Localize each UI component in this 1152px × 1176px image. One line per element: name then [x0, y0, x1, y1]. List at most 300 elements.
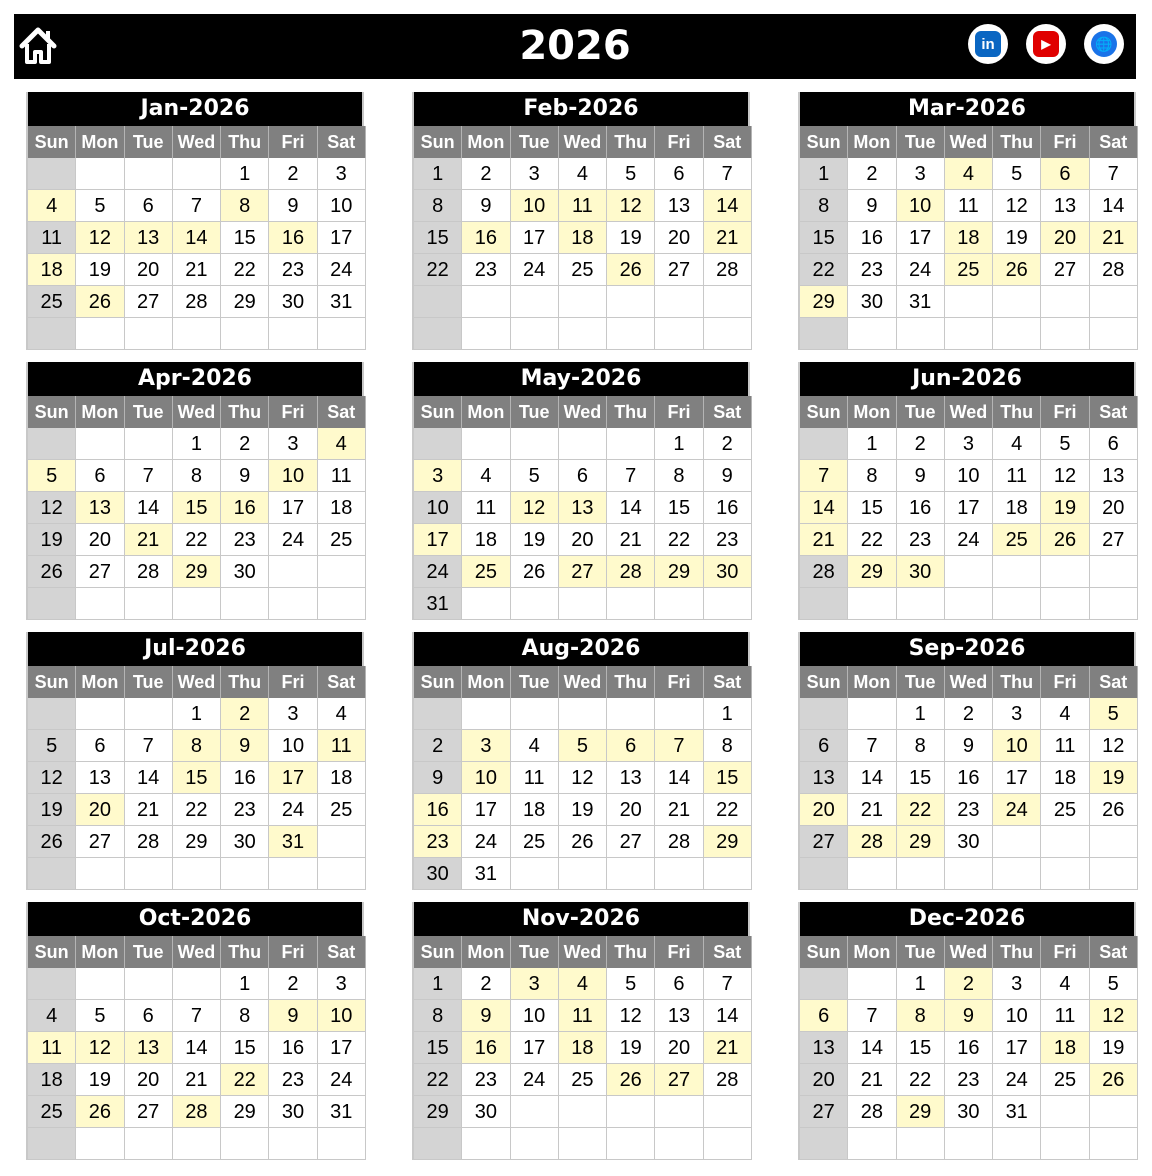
day-cell[interactable]: 17	[897, 222, 945, 254]
day-cell[interactable]: 10	[993, 730, 1041, 762]
day-cell[interactable]: 19	[607, 222, 655, 254]
day-cell[interactable]: 15	[800, 222, 848, 254]
day-cell[interactable]: 28	[704, 1064, 752, 1096]
day-cell[interactable]: 14	[848, 1032, 896, 1064]
day-cell[interactable]: 2	[462, 968, 510, 1000]
day-cell[interactable]: 16	[221, 762, 269, 794]
day-cell[interactable]: 19	[993, 222, 1041, 254]
day-cell[interactable]: 20	[1041, 222, 1089, 254]
day-cell[interactable]: 16	[945, 1032, 993, 1064]
day-cell[interactable]: 17	[318, 1032, 366, 1064]
day-cell[interactable]: 14	[800, 492, 848, 524]
day-cell[interactable]: 14	[607, 492, 655, 524]
day-cell[interactable]: 27	[125, 286, 173, 318]
day-cell[interactable]: 25	[28, 286, 76, 318]
day-cell[interactable]: 1	[655, 428, 703, 460]
day-cell[interactable]: 25	[993, 524, 1041, 556]
day-cell[interactable]: 9	[462, 190, 510, 222]
day-cell[interactable]: 3	[511, 968, 559, 1000]
day-cell[interactable]: 13	[607, 762, 655, 794]
day-cell[interactable]: 4	[318, 698, 366, 730]
day-cell[interactable]: 17	[269, 762, 317, 794]
day-cell[interactable]: 22	[848, 524, 896, 556]
day-cell[interactable]: 8	[414, 1000, 462, 1032]
day-cell[interactable]: 8	[897, 730, 945, 762]
day-cell[interactable]: 2	[269, 968, 317, 1000]
day-cell[interactable]: 6	[800, 1000, 848, 1032]
day-cell[interactable]: 4	[945, 158, 993, 190]
day-cell[interactable]: 23	[462, 1064, 510, 1096]
day-cell[interactable]: 28	[1090, 254, 1138, 286]
day-cell[interactable]: 18	[511, 794, 559, 826]
day-cell[interactable]: 9	[848, 190, 896, 222]
day-cell[interactable]: 2	[462, 158, 510, 190]
day-cell[interactable]: 3	[993, 698, 1041, 730]
day-cell[interactable]: 4	[28, 190, 76, 222]
day-cell[interactable]: 3	[318, 158, 366, 190]
day-cell[interactable]: 9	[269, 1000, 317, 1032]
day-cell[interactable]: 21	[125, 524, 173, 556]
day-cell[interactable]: 11	[462, 492, 510, 524]
day-cell[interactable]: 30	[945, 1096, 993, 1128]
day-cell[interactable]: 10	[897, 190, 945, 222]
day-cell[interactable]: 9	[897, 460, 945, 492]
day-cell[interactable]: 1	[414, 968, 462, 1000]
day-cell[interactable]: 4	[1041, 698, 1089, 730]
day-cell[interactable]: 2	[945, 698, 993, 730]
day-cell[interactable]: 13	[800, 1032, 848, 1064]
day-cell[interactable]: 12	[511, 492, 559, 524]
day-cell[interactable]: 2	[704, 428, 752, 460]
day-cell[interactable]: 24	[414, 556, 462, 588]
day-cell[interactable]: 10	[318, 190, 366, 222]
day-cell[interactable]: 6	[76, 460, 124, 492]
day-cell[interactable]: 11	[559, 190, 607, 222]
day-cell[interactable]: 12	[993, 190, 1041, 222]
day-cell[interactable]: 5	[28, 460, 76, 492]
day-cell[interactable]: 10	[945, 460, 993, 492]
day-cell[interactable]: 16	[221, 492, 269, 524]
day-cell[interactable]: 10	[269, 460, 317, 492]
day-cell[interactable]: 13	[1041, 190, 1089, 222]
day-cell[interactable]: 30	[897, 556, 945, 588]
day-cell[interactable]: 26	[993, 254, 1041, 286]
day-cell[interactable]: 24	[318, 1064, 366, 1096]
day-cell[interactable]: 7	[125, 730, 173, 762]
day-cell[interactable]: 17	[511, 222, 559, 254]
day-cell[interactable]: 24	[993, 1064, 1041, 1096]
day-cell[interactable]: 29	[173, 556, 221, 588]
day-cell[interactable]: 18	[318, 762, 366, 794]
day-cell[interactable]: 26	[511, 556, 559, 588]
day-cell[interactable]: 22	[414, 254, 462, 286]
day-cell[interactable]: 25	[559, 254, 607, 286]
day-cell[interactable]: 22	[897, 1064, 945, 1096]
day-cell[interactable]: 25	[1041, 794, 1089, 826]
day-cell[interactable]: 2	[221, 428, 269, 460]
day-cell[interactable]: 15	[221, 222, 269, 254]
day-cell[interactable]: 14	[704, 1000, 752, 1032]
day-cell[interactable]: 16	[704, 492, 752, 524]
day-cell[interactable]: 2	[945, 968, 993, 1000]
day-cell[interactable]: 21	[704, 222, 752, 254]
day-cell[interactable]: 3	[462, 730, 510, 762]
day-cell[interactable]: 22	[221, 1064, 269, 1096]
day-cell[interactable]: 9	[704, 460, 752, 492]
day-cell[interactable]: 25	[1041, 1064, 1089, 1096]
day-cell[interactable]: 26	[1041, 524, 1089, 556]
day-cell[interactable]: 17	[993, 762, 1041, 794]
day-cell[interactable]: 19	[1041, 492, 1089, 524]
day-cell[interactable]: 16	[269, 1032, 317, 1064]
day-cell[interactable]: 26	[28, 826, 76, 858]
day-cell[interactable]: 10	[462, 762, 510, 794]
day-cell[interactable]: 26	[76, 1096, 124, 1128]
day-cell[interactable]: 4	[993, 428, 1041, 460]
day-cell[interactable]: 24	[511, 254, 559, 286]
day-cell[interactable]: 20	[125, 254, 173, 286]
day-cell[interactable]: 16	[462, 222, 510, 254]
day-cell[interactable]: 9	[414, 762, 462, 794]
day-cell[interactable]: 1	[221, 158, 269, 190]
day-cell[interactable]: 29	[414, 1096, 462, 1128]
day-cell[interactable]: 15	[897, 1032, 945, 1064]
day-cell[interactable]: 18	[1041, 762, 1089, 794]
day-cell[interactable]: 13	[655, 190, 703, 222]
day-cell[interactable]: 19	[28, 524, 76, 556]
day-cell[interactable]: 31	[993, 1096, 1041, 1128]
day-cell[interactable]: 4	[1041, 968, 1089, 1000]
day-cell[interactable]: 4	[462, 460, 510, 492]
day-cell[interactable]: 30	[269, 286, 317, 318]
day-cell[interactable]: 21	[125, 794, 173, 826]
day-cell[interactable]: 11	[993, 460, 1041, 492]
day-cell[interactable]: 11	[1041, 1000, 1089, 1032]
day-cell[interactable]: 8	[655, 460, 703, 492]
day-cell[interactable]: 17	[462, 794, 510, 826]
day-cell[interactable]: 26	[1090, 794, 1138, 826]
day-cell[interactable]: 18	[28, 1064, 76, 1096]
day-cell[interactable]: 8	[848, 460, 896, 492]
day-cell[interactable]: 31	[318, 286, 366, 318]
day-cell[interactable]: 22	[221, 254, 269, 286]
day-cell[interactable]: 10	[318, 1000, 366, 1032]
day-cell[interactable]: 28	[173, 1096, 221, 1128]
day-cell[interactable]: 11	[28, 1032, 76, 1064]
day-cell[interactable]: 12	[1090, 1000, 1138, 1032]
day-cell[interactable]: 29	[704, 826, 752, 858]
day-cell[interactable]: 23	[221, 524, 269, 556]
day-cell[interactable]: 9	[221, 730, 269, 762]
day-cell[interactable]: 2	[269, 158, 317, 190]
day-cell[interactable]: 6	[559, 460, 607, 492]
day-cell[interactable]: 3	[897, 158, 945, 190]
day-cell[interactable]: 13	[1090, 460, 1138, 492]
day-cell[interactable]: 30	[462, 1096, 510, 1128]
day-cell[interactable]: 3	[414, 460, 462, 492]
day-cell[interactable]: 22	[173, 794, 221, 826]
day-cell[interactable]: 19	[28, 794, 76, 826]
day-cell[interactable]: 8	[173, 730, 221, 762]
day-cell[interactable]: 28	[704, 254, 752, 286]
day-cell[interactable]: 4	[511, 730, 559, 762]
day-cell[interactable]: 24	[318, 254, 366, 286]
day-cell[interactable]: 7	[848, 1000, 896, 1032]
day-cell[interactable]: 10	[414, 492, 462, 524]
day-cell[interactable]: 18	[1041, 1032, 1089, 1064]
day-cell[interactable]: 2	[414, 730, 462, 762]
day-cell[interactable]: 5	[1090, 698, 1138, 730]
day-cell[interactable]: 5	[559, 730, 607, 762]
day-cell[interactable]: 31	[897, 286, 945, 318]
day-cell[interactable]: 20	[800, 1064, 848, 1096]
day-cell[interactable]: 23	[897, 524, 945, 556]
day-cell[interactable]: 8	[221, 190, 269, 222]
day-cell[interactable]: 17	[269, 492, 317, 524]
day-cell[interactable]: 23	[462, 254, 510, 286]
day-cell[interactable]: 26	[559, 826, 607, 858]
day-cell[interactable]: 12	[28, 762, 76, 794]
day-cell[interactable]: 19	[559, 794, 607, 826]
day-cell[interactable]: 28	[607, 556, 655, 588]
day-cell[interactable]: 21	[848, 794, 896, 826]
day-cell[interactable]: 28	[848, 826, 896, 858]
day-cell[interactable]: 27	[559, 556, 607, 588]
day-cell[interactable]: 7	[704, 968, 752, 1000]
day-cell[interactable]: 2	[897, 428, 945, 460]
day-cell[interactable]: 22	[800, 254, 848, 286]
day-cell[interactable]: 12	[1041, 460, 1089, 492]
day-cell[interactable]: 27	[125, 1096, 173, 1128]
day-cell[interactable]: 6	[655, 968, 703, 1000]
day-cell[interactable]: 26	[607, 254, 655, 286]
day-cell[interactable]: 1	[897, 968, 945, 1000]
day-cell[interactable]: 9	[221, 460, 269, 492]
day-cell[interactable]: 27	[1090, 524, 1138, 556]
day-cell[interactable]: 27	[800, 826, 848, 858]
day-cell[interactable]: 27	[655, 254, 703, 286]
day-cell[interactable]: 26	[1090, 1064, 1138, 1096]
day-cell[interactable]: 5	[1090, 968, 1138, 1000]
day-cell[interactable]: 24	[945, 524, 993, 556]
day-cell[interactable]: 24	[993, 794, 1041, 826]
day-cell[interactable]: 10	[269, 730, 317, 762]
day-cell[interactable]: 11	[559, 1000, 607, 1032]
day-cell[interactable]: 15	[704, 762, 752, 794]
day-cell[interactable]: 22	[173, 524, 221, 556]
day-cell[interactable]: 18	[945, 222, 993, 254]
day-cell[interactable]: 18	[28, 254, 76, 286]
day-cell[interactable]: 7	[655, 730, 703, 762]
day-cell[interactable]: 1	[848, 428, 896, 460]
day-cell[interactable]: 28	[125, 556, 173, 588]
day-cell[interactable]: 19	[607, 1032, 655, 1064]
day-cell[interactable]: 15	[173, 492, 221, 524]
day-cell[interactable]: 29	[173, 826, 221, 858]
day-cell[interactable]: 9	[269, 190, 317, 222]
day-cell[interactable]: 21	[800, 524, 848, 556]
day-cell[interactable]: 13	[76, 762, 124, 794]
day-cell[interactable]: 13	[559, 492, 607, 524]
day-cell[interactable]: 21	[173, 1064, 221, 1096]
day-cell[interactable]: 12	[28, 492, 76, 524]
day-cell[interactable]: 20	[655, 222, 703, 254]
day-cell[interactable]: 11	[511, 762, 559, 794]
day-cell[interactable]: 8	[897, 1000, 945, 1032]
day-cell[interactable]: 23	[848, 254, 896, 286]
day-cell[interactable]: 23	[269, 1064, 317, 1096]
day-cell[interactable]: 31	[414, 588, 462, 620]
day-cell[interactable]: 14	[1090, 190, 1138, 222]
day-cell[interactable]: 15	[655, 492, 703, 524]
day-cell[interactable]: 11	[1041, 730, 1089, 762]
day-cell[interactable]: 5	[28, 730, 76, 762]
day-cell[interactable]: 28	[800, 556, 848, 588]
day-cell[interactable]: 14	[173, 222, 221, 254]
globe-icon[interactable]	[1084, 24, 1124, 64]
day-cell[interactable]: 18	[559, 222, 607, 254]
day-cell[interactable]: 20	[76, 524, 124, 556]
day-cell[interactable]: 29	[221, 1096, 269, 1128]
day-cell[interactable]: 1	[414, 158, 462, 190]
day-cell[interactable]: 24	[462, 826, 510, 858]
linkedin-icon[interactable]	[968, 24, 1008, 64]
day-cell[interactable]: 6	[1090, 428, 1138, 460]
day-cell[interactable]: 25	[559, 1064, 607, 1096]
day-cell[interactable]: 25	[318, 524, 366, 556]
day-cell[interactable]: 30	[221, 826, 269, 858]
day-cell[interactable]: 23	[945, 794, 993, 826]
day-cell[interactable]: 31	[269, 826, 317, 858]
day-cell[interactable]: 19	[1090, 1032, 1138, 1064]
day-cell[interactable]: 10	[993, 1000, 1041, 1032]
day-cell[interactable]: 1	[173, 428, 221, 460]
day-cell[interactable]: 23	[269, 254, 317, 286]
day-cell[interactable]: 16	[897, 492, 945, 524]
day-cell[interactable]: 9	[945, 730, 993, 762]
day-cell[interactable]: 5	[993, 158, 1041, 190]
day-cell[interactable]: 12	[559, 762, 607, 794]
day-cell[interactable]: 10	[511, 190, 559, 222]
day-cell[interactable]: 3	[269, 698, 317, 730]
day-cell[interactable]: 29	[897, 1096, 945, 1128]
day-cell[interactable]: 16	[945, 762, 993, 794]
day-cell[interactable]: 21	[1090, 222, 1138, 254]
day-cell[interactable]: 20	[800, 794, 848, 826]
day-cell[interactable]: 30	[848, 286, 896, 318]
day-cell[interactable]: 5	[1041, 428, 1089, 460]
day-cell[interactable]: 20	[655, 1032, 703, 1064]
day-cell[interactable]: 6	[125, 190, 173, 222]
day-cell[interactable]: 22	[897, 794, 945, 826]
day-cell[interactable]: 5	[76, 1000, 124, 1032]
day-cell[interactable]: 15	[414, 222, 462, 254]
day-cell[interactable]: 16	[848, 222, 896, 254]
day-cell[interactable]: 7	[848, 730, 896, 762]
day-cell[interactable]: 8	[221, 1000, 269, 1032]
day-cell[interactable]: 30	[414, 858, 462, 890]
day-cell[interactable]: 15	[221, 1032, 269, 1064]
day-cell[interactable]: 29	[897, 826, 945, 858]
day-cell[interactable]: 3	[511, 158, 559, 190]
day-cell[interactable]: 24	[897, 254, 945, 286]
day-cell[interactable]: 5	[511, 460, 559, 492]
day-cell[interactable]: 28	[655, 826, 703, 858]
day-cell[interactable]: 27	[655, 1064, 703, 1096]
day-cell[interactable]: 7	[800, 460, 848, 492]
day-cell[interactable]: 21	[655, 794, 703, 826]
day-cell[interactable]: 4	[559, 158, 607, 190]
day-cell[interactable]: 24	[511, 1064, 559, 1096]
day-cell[interactable]: 27	[76, 556, 124, 588]
day-cell[interactable]: 6	[655, 158, 703, 190]
day-cell[interactable]: 18	[993, 492, 1041, 524]
day-cell[interactable]: 9	[945, 1000, 993, 1032]
day-cell[interactable]: 27	[607, 826, 655, 858]
day-cell[interactable]: 5	[607, 968, 655, 1000]
day-cell[interactable]: 16	[462, 1032, 510, 1064]
day-cell[interactable]: 12	[607, 1000, 655, 1032]
day-cell[interactable]: 17	[511, 1032, 559, 1064]
day-cell[interactable]: 7	[173, 190, 221, 222]
day-cell[interactable]: 6	[125, 1000, 173, 1032]
day-cell[interactable]: 21	[704, 1032, 752, 1064]
day-cell[interactable]: 28	[125, 826, 173, 858]
day-cell[interactable]: 17	[945, 492, 993, 524]
day-cell[interactable]: 26	[607, 1064, 655, 1096]
day-cell[interactable]: 16	[269, 222, 317, 254]
day-cell[interactable]: 25	[945, 254, 993, 286]
day-cell[interactable]: 20	[1090, 492, 1138, 524]
day-cell[interactable]: 6	[800, 730, 848, 762]
day-cell[interactable]: 26	[28, 556, 76, 588]
day-cell[interactable]: 22	[655, 524, 703, 556]
day-cell[interactable]: 19	[76, 1064, 124, 1096]
day-cell[interactable]: 20	[125, 1064, 173, 1096]
day-cell[interactable]: 12	[76, 222, 124, 254]
day-cell[interactable]: 8	[414, 190, 462, 222]
day-cell[interactable]: 17	[318, 222, 366, 254]
day-cell[interactable]: 1	[800, 158, 848, 190]
day-cell[interactable]: 6	[76, 730, 124, 762]
day-cell[interactable]: 4	[318, 428, 366, 460]
day-cell[interactable]: 14	[125, 492, 173, 524]
day-cell[interactable]: 29	[800, 286, 848, 318]
day-cell[interactable]: 29	[221, 286, 269, 318]
day-cell[interactable]: 26	[76, 286, 124, 318]
day-cell[interactable]: 18	[462, 524, 510, 556]
day-cell[interactable]: 25	[462, 556, 510, 588]
day-cell[interactable]: 7	[1090, 158, 1138, 190]
day-cell[interactable]: 13	[125, 222, 173, 254]
day-cell[interactable]: 28	[848, 1096, 896, 1128]
day-cell[interactable]: 30	[269, 1096, 317, 1128]
day-cell[interactable]: 7	[607, 460, 655, 492]
day-cell[interactable]: 4	[28, 1000, 76, 1032]
day-cell[interactable]: 27	[800, 1096, 848, 1128]
day-cell[interactable]: 27	[1041, 254, 1089, 286]
day-cell[interactable]: 23	[945, 1064, 993, 1096]
day-cell[interactable]: 29	[848, 556, 896, 588]
day-cell[interactable]: 30	[221, 556, 269, 588]
day-cell[interactable]: 10	[511, 1000, 559, 1032]
day-cell[interactable]: 8	[704, 730, 752, 762]
day-cell[interactable]: 3	[945, 428, 993, 460]
day-cell[interactable]: 1	[173, 698, 221, 730]
day-cell[interactable]: 30	[945, 826, 993, 858]
day-cell[interactable]: 25	[511, 826, 559, 858]
day-cell[interactable]: 7	[125, 460, 173, 492]
